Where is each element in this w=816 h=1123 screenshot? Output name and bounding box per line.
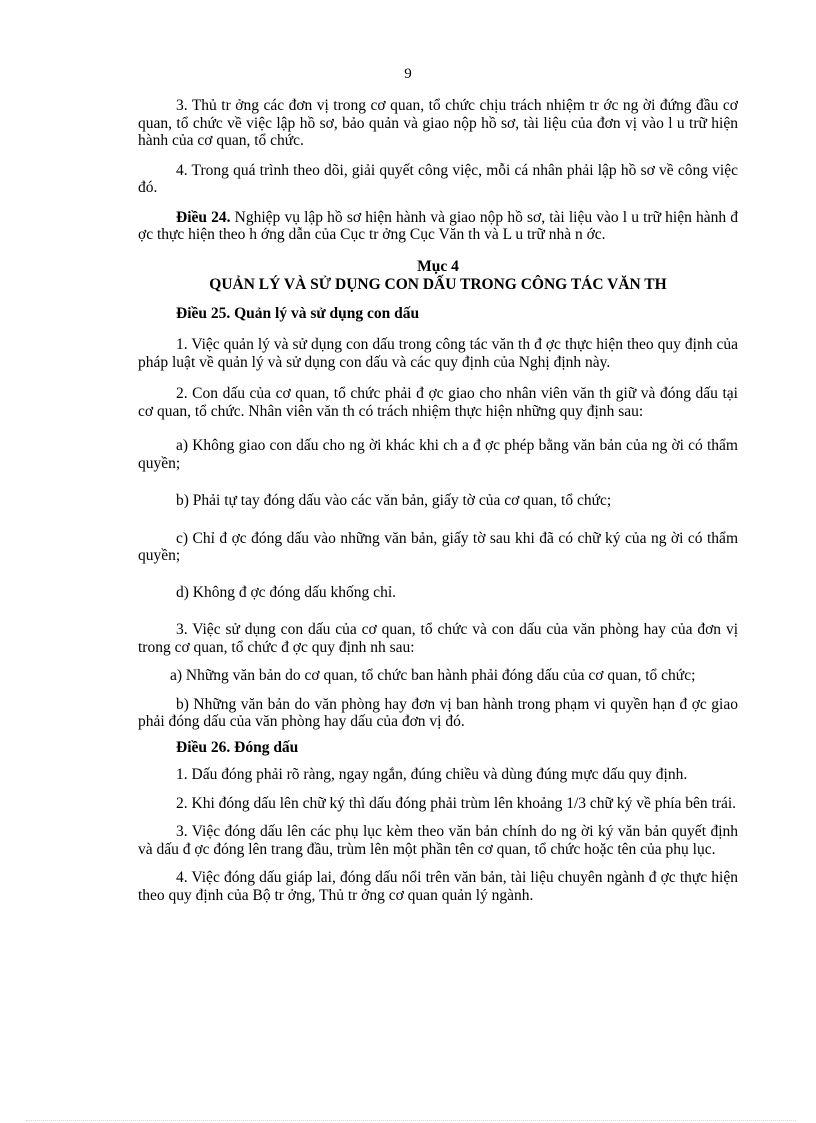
paragraph: 1. Dấu đóng phải rõ ràng, ngay ngắn, đúng chiều và dùng đúng mực dấu quy định. xyxy=(176,766,688,783)
paragraph: b) Phải tự tay đóng dấu vào các văn bản, giấy tờ của cơ quan, tổ chức; xyxy=(176,492,612,509)
article-26-title: Điều 26. Đóng dấu xyxy=(176,738,299,756)
article-label: Điều 24. xyxy=(176,208,231,226)
paragraph: 3. Việc đóng dấu lên các phụ lục kèm theo văn bản chính do ng ời ký văn bản quyết định và dấu đ ợc đóng lên trang đầu, trùm lên một phần tên cơ quan, tổ chức hoặc tên của phụ lục. xyxy=(138,823,738,858)
paragraph: 4. Việc đóng dấu giáp lai, đóng dấu nổi trên văn bản, tài liệu chuyên ngành đ ợc thực hiện theo quy định của Bộ tr ởng, Thủ tr ởng cơ quan quản lý ngành. xyxy=(138,869,738,904)
page-bottom-divider xyxy=(26,1120,796,1121)
paragraph: 2. Khi đóng dấu lên chữ ký thì dấu đóng phải trùm lên khoảng 1/3 chữ ký về phía bên trái. xyxy=(176,794,737,812)
page-number: 9 xyxy=(404,66,412,82)
paragraph: 1. Việc quản lý và sử dụng con dấu trong công tác văn th đ ợc thực hiện theo quy định của pháp luật về quản lý và sử dụng con dấu và các quy định của Nghị định này. xyxy=(138,336,738,371)
paragraph: 4. Trong quá trình theo dõi, giải quyết công việc, mỗi cá nhân phải lập hồ sơ về công việc đó. xyxy=(138,161,738,196)
paragraph: 3. Thủ tr ởng các đơn vị trong cơ quan, tổ chức chịu trách nhiệm tr ớc ng ời đứng đầu cơ quan, tổ chức về việc lập hồ sơ, bảo quản và giao nộp hồ sơ, tài liệu của đơn vị vào l u trữ hiện hành của cơ quan, tổ chức. xyxy=(138,97,738,149)
article-text: Nghiệp vụ lập hồ sơ hiện hành và giao nộp hồ sơ, tài liệu vào l u trữ hiện hành đ ợc thực hiện theo h ớng dẫn của Cục tr ởng Cục Văn th và L u trữ nhà n ớc. xyxy=(138,208,739,243)
document-body xyxy=(138,97,738,904)
paragraph: 2. Con dấu của cơ quan, tổ chức phải đ ợc giao cho nhân viên văn th giữ và đóng dấu tại cơ quan, tổ chức. Nhân viên văn th có trách nhiệm thực hiện những quy định sau: xyxy=(138,385,738,420)
article-24 xyxy=(138,209,738,244)
paragraph: a) Những văn bản do cơ quan, tổ chức ban hành phải đóng dấu của cơ quan, tổ chức; xyxy=(170,667,696,684)
paragraph: b) Những văn bản do văn phòng hay đơn vị ban hành trong phạm vi quyền hạn đ ợc giao phải đóng dấu của văn phòng hay dấu của đơn vị đó. xyxy=(138,695,738,730)
paragraph: 3. Việc sử dụng con dấu của cơ quan, tổ chức và con dấu của văn phòng hay của đơn vị trong cơ quan, tổ chức đ ợc quy định nh sau: xyxy=(138,621,738,656)
section-number: Mục 4 xyxy=(417,257,459,275)
section-title: QUẢN LÝ VÀ SỬ DỤNG CON DẤU TRONG CÔNG TÁC VĂN TH xyxy=(209,276,667,293)
paragraph: a) Không giao con dấu cho ng ời khác khi ch a đ ợc phép bằng văn bản của ng ời có thẩm quyền; xyxy=(138,437,738,472)
paragraph: c) Chỉ đ ợc đóng dấu vào những văn bản, giấy tờ sau khi đã có chữ ký của ng ời có thẩm quyền; xyxy=(138,529,738,564)
paragraph: d) Không đ ợc đóng dấu khống chỉ. xyxy=(176,583,396,601)
article-25-title: Điều 25. Quản lý và sử dụng con dấu xyxy=(176,304,420,322)
